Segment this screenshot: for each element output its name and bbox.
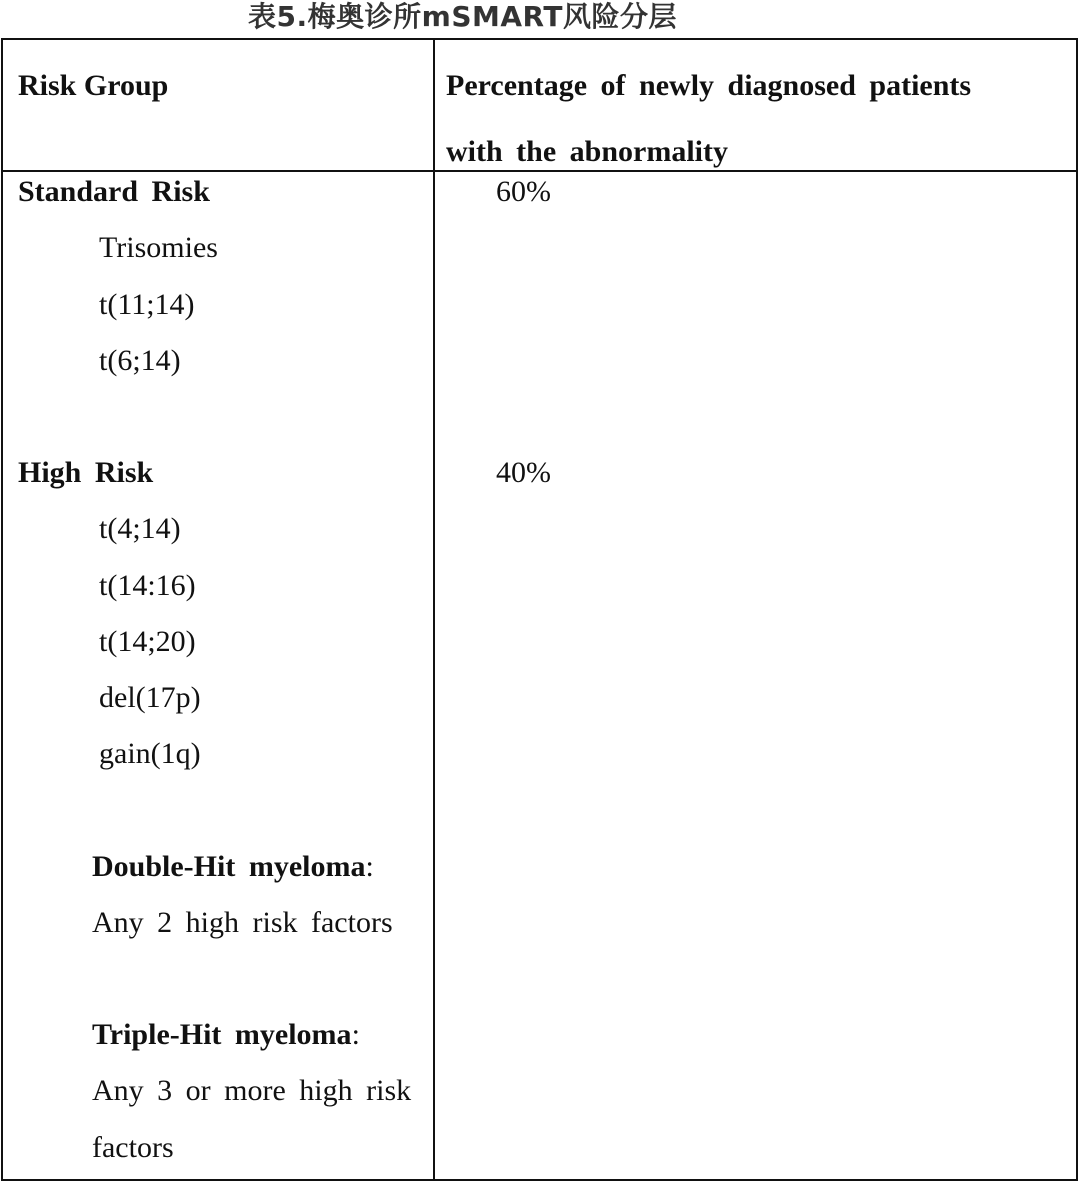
header-divider — [3, 170, 1076, 172]
triple-hit-colon: : — [351, 1018, 360, 1051]
standard-risk-item: t(11;14) — [99, 288, 195, 321]
double-hit-label: Double-Hit myeloma — [92, 850, 366, 883]
standard-risk-item: Trisomies — [99, 231, 218, 264]
high-risk-item: t(4;14) — [99, 512, 181, 545]
standard-risk-item: t(6;14) — [99, 344, 181, 377]
triple-hit-description-line2: factors — [92, 1131, 174, 1164]
risk-table — [1, 38, 1078, 1181]
standard-risk-percent: 60% — [496, 175, 551, 208]
header-percentage-line2: with the abnormality — [446, 135, 728, 168]
double-hit-description: Any 2 high risk factors — [92, 906, 393, 939]
high-risk-item: t(14;20) — [99, 625, 196, 658]
header-risk-group: Risk Group — [18, 69, 169, 102]
triple-hit-description-line1: Any 3 or more high risk — [92, 1074, 412, 1107]
high-risk-item: gain(1q) — [99, 737, 201, 770]
triple-hit-label: Triple-Hit myeloma — [92, 1018, 352, 1051]
double-hit-colon: : — [365, 850, 374, 883]
high-risk-percent: 40% — [496, 456, 551, 489]
high-risk-item: del(17p) — [99, 681, 201, 714]
header-percentage-line1: Percentage of newly diagnosed patients — [446, 69, 972, 102]
column-divider — [433, 40, 435, 1179]
high-risk-item: t(14:16) — [99, 569, 196, 602]
double-hit-heading — [92, 849, 374, 885]
high-risk-title: High Risk — [18, 456, 154, 489]
standard-risk-title: Standard Risk — [18, 175, 210, 208]
triple-hit-heading — [92, 1017, 360, 1053]
table-caption: 表5.梅奥诊所mSMART风险分层 — [248, 0, 677, 33]
